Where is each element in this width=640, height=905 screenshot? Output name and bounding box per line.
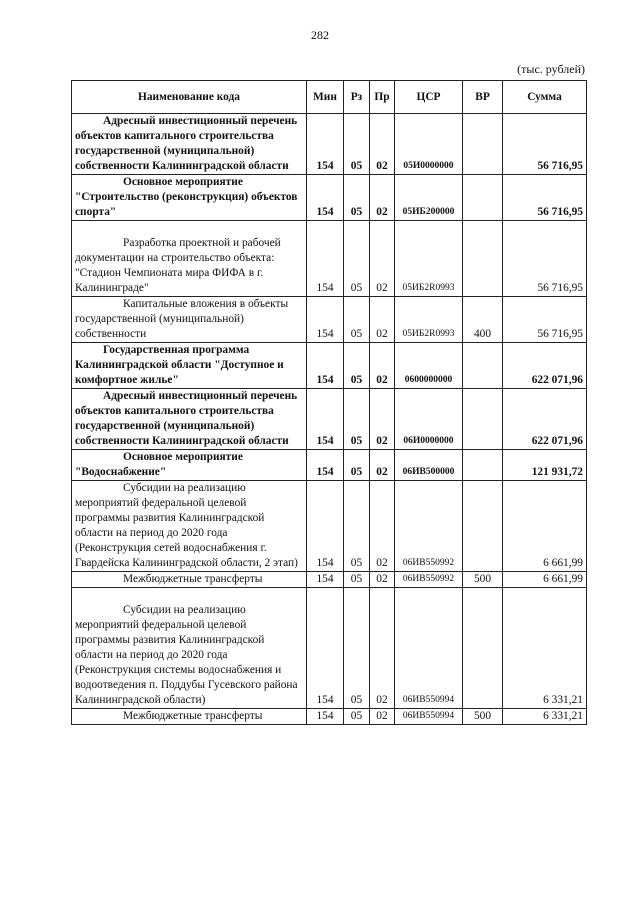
row-min: 154 <box>307 175 344 221</box>
row-min: 154 <box>307 297 344 343</box>
row-vr <box>463 481 503 572</box>
row-sum: 6 661,99 <box>503 481 587 572</box>
row-vr <box>463 588 503 709</box>
row-pr: 02 <box>370 221 395 297</box>
row-sum: 56 716,95 <box>503 175 587 221</box>
row-rz: 05 <box>344 221 370 297</box>
row-rz: 05 <box>344 709 370 725</box>
row-sum: 6 331,21 <box>503 588 587 709</box>
header-csr: ЦСР <box>395 81 463 114</box>
row-pr: 02 <box>370 343 395 389</box>
table-header-row <box>72 81 587 114</box>
row-vr: 500 <box>463 572 503 588</box>
row-csr: 06ИВ550992 <box>395 572 463 588</box>
row-sum: 56 716,95 <box>503 221 587 297</box>
row-csr: 05ИБ2R0993 <box>395 297 463 343</box>
table-row <box>72 481 587 572</box>
row-rz: 05 <box>344 389 370 450</box>
table-row <box>72 297 587 343</box>
row-sum: 622 071,96 <box>503 343 587 389</box>
row-vr: 400 <box>463 297 503 343</box>
row-rz: 05 <box>344 481 370 572</box>
row-name: Межбюджетные трансферты <box>72 709 307 725</box>
row-rz: 05 <box>344 297 370 343</box>
row-min: 154 <box>307 389 344 450</box>
header-name: Наименование кода <box>72 81 307 114</box>
row-vr: 500 <box>463 709 503 725</box>
row-csr: 06ИВ500000 <box>395 450 463 481</box>
page-number: 282 <box>311 28 329 42</box>
row-vr <box>463 114 503 175</box>
row-name: Субсидии на реализацию мероприятий федеральной целевой программы развития Калининградской области на период до 2020 года (Реконструкция системы водоснабжения и водоотведения п. Поддубы Гусевского района Калининградской области) <box>72 588 307 709</box>
header-rz: Рз <box>344 81 370 114</box>
header-sum: Сумма <box>503 81 587 114</box>
row-pr: 02 <box>370 572 395 588</box>
table-row <box>72 572 587 588</box>
row-pr: 02 <box>370 481 395 572</box>
table-row <box>72 221 587 297</box>
row-vr <box>463 389 503 450</box>
row-min: 154 <box>307 572 344 588</box>
row-rz: 05 <box>344 114 370 175</box>
table-row <box>72 709 587 725</box>
row-name: Адресный инвестиционный перечень объектов капитального строительства государственной (муниципальной) собственности Калининградской области <box>72 114 307 175</box>
row-sum: 6 661,99 <box>503 572 587 588</box>
row-pr: 02 <box>370 114 395 175</box>
row-csr: 05ИБ200000 <box>395 175 463 221</box>
table-row <box>72 114 587 175</box>
row-min: 154 <box>307 114 344 175</box>
row-min: 154 <box>307 221 344 297</box>
row-pr: 02 <box>370 588 395 709</box>
row-name: Государственная программа Калининградской области "Доступное и комфортное жилье" <box>72 343 307 389</box>
row-sum: 121 931,72 <box>503 450 587 481</box>
row-pr: 02 <box>370 450 395 481</box>
row-name: Основное мероприятие "Водоснабжение" <box>72 450 307 481</box>
row-pr: 02 <box>370 175 395 221</box>
row-csr: 06И0000000 <box>395 389 463 450</box>
row-min: 154 <box>307 481 344 572</box>
row-sum: 622 071,96 <box>503 389 587 450</box>
row-name: Субсидии на реализацию мероприятий федеральной целевой программы развития Калининградской области на период до 2020 года (Реконструкция сетей водоснабжения г. Гвардейска Калининградской области, 2 этап) <box>72 481 307 572</box>
table-row <box>72 175 587 221</box>
table-row <box>72 450 587 481</box>
row-vr <box>463 343 503 389</box>
row-csr: 06ИВ550994 <box>395 709 463 725</box>
row-name: Межбюджетные трансферты <box>72 572 307 588</box>
row-pr: 02 <box>370 709 395 725</box>
row-csr: 06ИВ550994 <box>395 588 463 709</box>
budget-table <box>71 80 587 725</box>
row-rz: 05 <box>344 175 370 221</box>
table-row <box>72 343 587 389</box>
row-csr: 05ИБ2R0993 <box>395 221 463 297</box>
row-name: Разработка проектной и рабочей документации на строительство объекта: "Стадион Чемпионата мира ФИФА в г. Калининграде" <box>72 221 307 297</box>
row-csr: 0600000000 <box>395 343 463 389</box>
row-rz: 05 <box>344 343 370 389</box>
row-name: Адресный инвестиционный перечень объектов капитального строительства государственной (муниципальной) собственности Калининградской области <box>72 389 307 450</box>
row-name: Основное мероприятие "Строительство (реконструкция) объектов спорта" <box>72 175 307 221</box>
header-pr: Пр <box>370 81 395 114</box>
row-vr <box>463 221 503 297</box>
units-label: (тыс. рублей) <box>517 62 585 76</box>
table-row <box>72 389 587 450</box>
row-vr <box>463 175 503 221</box>
row-rz: 05 <box>344 588 370 709</box>
row-min: 154 <box>307 709 344 725</box>
row-vr <box>463 450 503 481</box>
row-sum: 6 331,21 <box>503 709 587 725</box>
table-row <box>72 588 587 709</box>
row-csr: 06ИВ550992 <box>395 481 463 572</box>
row-csr: 05И0000000 <box>395 114 463 175</box>
row-pr: 02 <box>370 389 395 450</box>
row-name: Капитальные вложения в объекты государственной (муниципальной) собственности <box>72 297 307 343</box>
row-rz: 05 <box>344 450 370 481</box>
row-rz: 05 <box>344 572 370 588</box>
row-min: 154 <box>307 588 344 709</box>
row-sum: 56 716,95 <box>503 114 587 175</box>
row-min: 154 <box>307 343 344 389</box>
row-pr: 02 <box>370 297 395 343</box>
row-sum: 56 716,95 <box>503 297 587 343</box>
header-vr: ВР <box>463 81 503 114</box>
row-min: 154 <box>307 450 344 481</box>
header-min: Мин <box>307 81 344 114</box>
